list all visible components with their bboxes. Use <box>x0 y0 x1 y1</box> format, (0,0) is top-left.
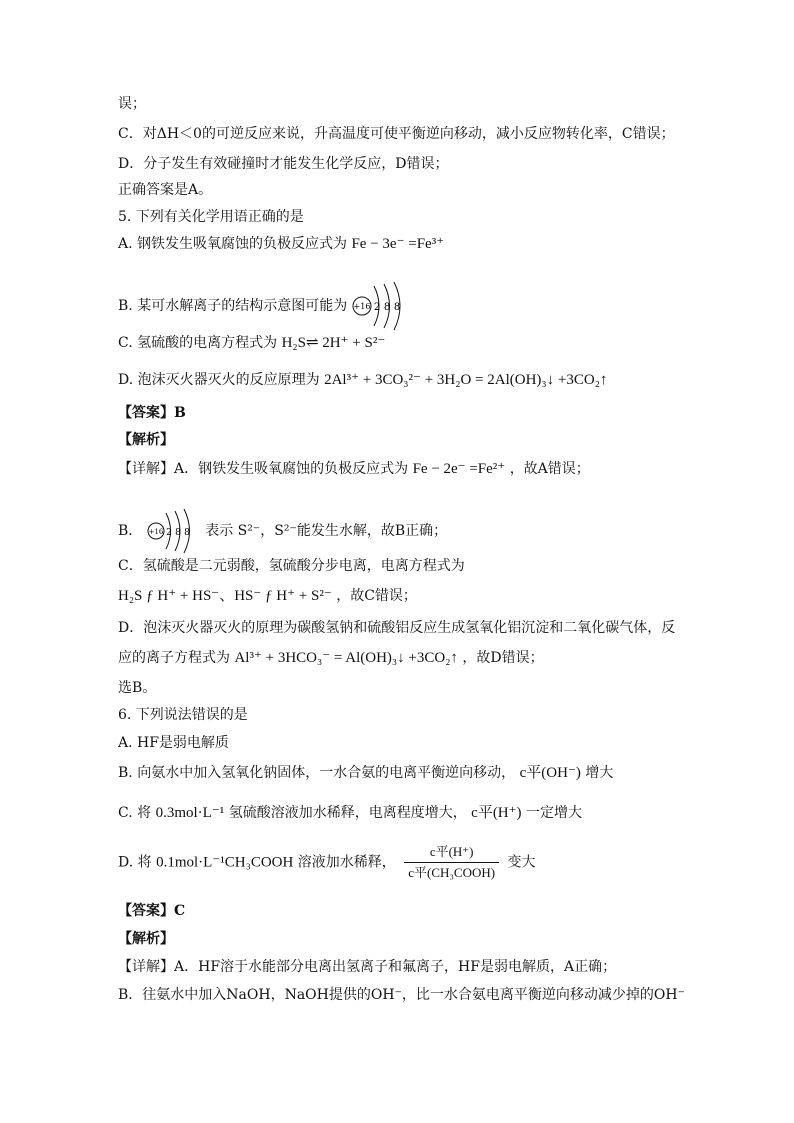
option-6b-text: B. 向氨水中加入氢氧化钠固体，一水合氨的电离平衡逆向移动， <box>118 765 516 781</box>
option-6d-fraction <box>404 842 499 883</box>
detail-5b-text: 表示 S²⁻，S²⁻能发生水解，故B正确； <box>205 523 448 539</box>
option-5d-text: D. 泡沫灭火器灭火的反应原理为 <box>118 372 320 388</box>
option-6c-equation: c平(H⁺) <box>471 805 522 821</box>
nucleus-charge: +16 <box>353 302 371 311</box>
option-6d-concentration: 0.1mol·L⁻¹CH₃COOH <box>156 854 294 871</box>
option-5a <box>118 234 444 254</box>
shell-2-electrons: 8 <box>383 302 390 313</box>
shell-1-electrons: 2 <box>373 302 380 313</box>
analysis-6: 【解析】 <box>118 931 174 947</box>
atom-structure-diagram <box>352 280 414 332</box>
analysis-5: 【解析】 <box>118 432 174 448</box>
option-5c-equation: H₂S⇌ 2H⁺ + S²⁻ <box>281 335 386 351</box>
shell-1-electrons-small: 2 <box>165 528 172 538</box>
shell-2-electrons-small: 8 <box>174 528 181 538</box>
line-02: C．对ΔH＜0的可逆反应来说，升高温度可使平衡逆向移动，减小反应物转化率，C错误； <box>118 126 675 142</box>
option-6a: A. HF是弱电解质 <box>118 735 229 751</box>
option-5d <box>118 370 607 390</box>
option-6b <box>118 763 613 783</box>
option-6d-tail: 变大 <box>507 854 536 871</box>
detail-5a-text: 【详解】A．钢铁发生吸氧腐蚀的负极反应式为 <box>118 461 409 477</box>
detail-5d-conclusion: ，故D错误； <box>462 650 544 666</box>
option-6d-label: D. 将 <box>118 854 152 871</box>
answer-6: 【答案】C <box>118 903 186 919</box>
option-6c-tail: 一定增大 <box>526 805 583 821</box>
detail-5d: D．泡沫灭火器灭火的原理为碳酸氢钠和硫酸铝反应生成氢氧化铝沉淀和二氧化碳气体，反 <box>118 620 676 636</box>
option-6c <box>118 803 582 823</box>
detail-5a-conclusion: ，故A错误； <box>509 461 590 477</box>
fraction-denominator: c平(CH₃COOH) <box>408 865 496 880</box>
option-6c-label: C. 将 <box>118 805 152 821</box>
detail-5c-equation-line <box>118 586 417 606</box>
option-6d <box>118 842 536 883</box>
line-04: 正确答案是A。 <box>118 182 213 198</box>
detail-5c-conclusion: ，故C错误； <box>336 588 417 604</box>
detail-5b <box>118 508 447 554</box>
detail-5d-equation: Al³⁺ + 3HCO₃⁻ = Al(OH)₃↓ +3CO₂↑ <box>234 650 458 666</box>
option-6b-tail: 增大 <box>585 765 614 781</box>
option-5a-equation: Fe − 3e⁻ =Fe³⁺ <box>351 236 445 252</box>
detail-6b: B．往氨水中加入NaOH，NaOH提供的OH⁻，比一水合氨电离平衡逆向移动减少掉的OH⁻ <box>118 987 686 1003</box>
question-5: 5. 下列有关化学用语正确的是 <box>118 209 304 225</box>
fraction-numerator: c平(H⁺) <box>404 842 499 863</box>
detail-5d-equation-line <box>118 648 544 668</box>
detail-5c-equation: H₂S ƒ H⁺ + HS⁻、HS⁻ ƒ H⁺ + S²⁻ <box>118 588 332 604</box>
detail-6a: 【详解】A．HF溶于水能部分电离出氢离子和氟离子，HF是弱电解质，A正确； <box>118 959 617 975</box>
option-5d-equation: 2Al³⁺ + 3CO₃²⁻ + 3H₂O = 2Al(OH)₃↓ +3CO₂↑ <box>324 372 608 388</box>
option-5b <box>118 280 414 332</box>
nucleus-charge-small: +16 <box>148 528 164 536</box>
option-5a-text: A. 钢铁发生吸氧腐蚀的负极反应式为 <box>118 236 348 252</box>
option-6c-concentration: 0.3mol·L⁻¹ <box>155 805 225 821</box>
shell-3-electrons-small: 8 <box>183 528 190 538</box>
conclusion-5: 选B。 <box>118 680 157 696</box>
detail-5a-equation: Fe − 2e⁻ =Fe²⁺ <box>412 461 506 477</box>
option-5c <box>118 333 385 353</box>
line-01: 误； <box>118 96 146 112</box>
option-6d-text: 溶液加水稀释， <box>297 854 396 871</box>
shell-3-electrons: 8 <box>393 302 400 313</box>
option-6b-equation: c平(OH⁻) <box>519 765 581 781</box>
detail-5b-label: B． <box>118 523 143 539</box>
line-03: D．分子发生有效碰撞时才能发生化学反应，D错误； <box>118 156 449 172</box>
option-6c-text: 氢硫酸溶液加水稀释，电离程度增大， <box>228 805 467 821</box>
answer-5: 【答案】B <box>118 405 186 421</box>
detail-5c: C．氢硫酸是二元弱酸，氢硫酸分步电离，电离方程式为 <box>118 558 465 574</box>
question-6: 6. 下列说法错误的是 <box>118 707 248 723</box>
detail-5d-text: 应的离子方程式为 <box>118 650 230 666</box>
option-5b-text: B. 某可水解离子的结构示意图可能为 <box>118 298 348 314</box>
detail-5a <box>118 459 590 479</box>
atom-structure-diagram-small <box>147 508 201 554</box>
option-5c-text: C. 氢硫酸的电离方程式为 <box>118 335 278 351</box>
